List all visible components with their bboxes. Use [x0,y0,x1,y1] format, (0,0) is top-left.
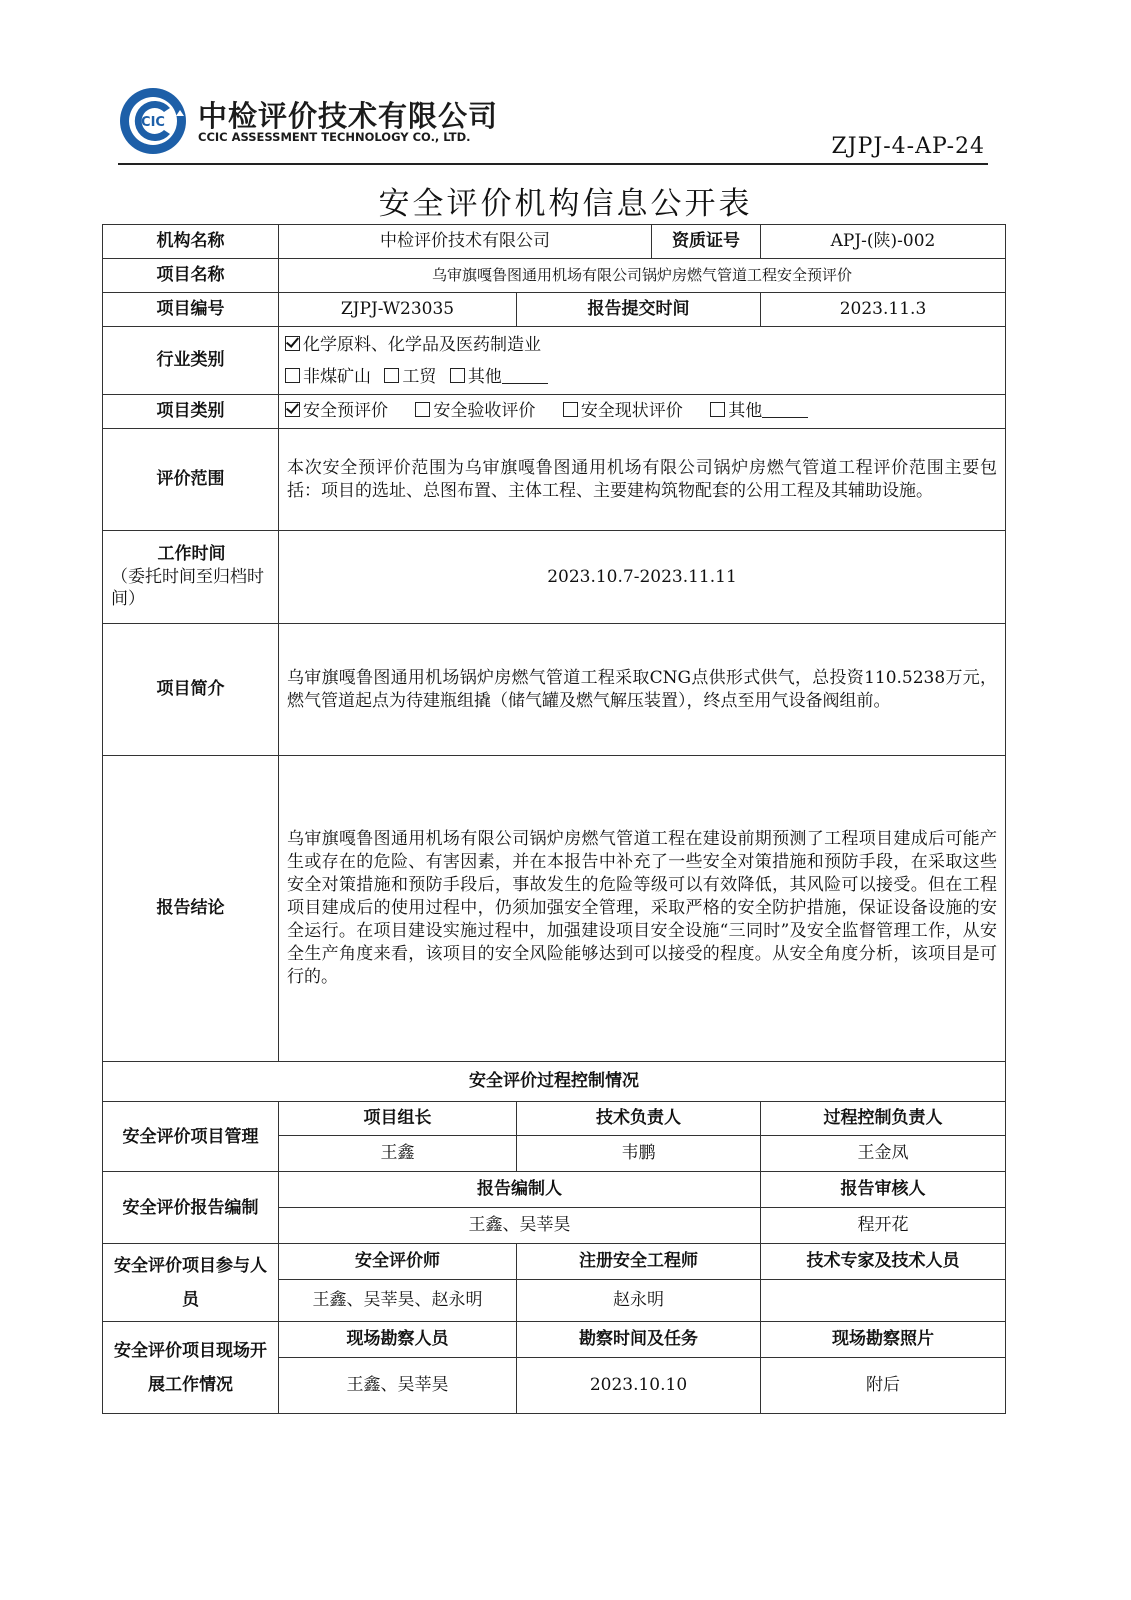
mgmt-label: 安全评价项目管理 [103,1102,279,1172]
industry-option[interactable]: 工贸 [384,361,436,393]
checkbox-checked-icon [285,336,300,351]
mgmt-header: 过程控制负责人 [761,1102,1006,1136]
checkbox-icon [384,368,399,383]
org-name-value: 中检评价技术有限公司 [279,225,652,259]
process-heading: 安全评价过程控制情况 [103,1062,1006,1102]
company-name-cn: 中检评价技术有限公司 [198,99,499,133]
site-value: 附后 [761,1358,1006,1414]
checkbox-icon [563,402,578,417]
staff-value: 赵永明 [517,1280,761,1322]
document-code: ZJPJ-4-AP-24 [831,134,985,159]
checkbox-icon [415,402,430,417]
site-header: 现场勘察照片 [761,1322,1006,1358]
conclusion-label: 报告结论 [103,756,279,1062]
industry-option[interactable]: 非煤矿山 [285,361,371,393]
work-time-label-cell [103,531,279,624]
report-header: 报告审核人 [761,1172,1006,1208]
company-name-en: CCIC ASSESSMENT TECHNOLOGY CO., LTD. [198,130,471,144]
project-type-option[interactable]: 安全验收评价 [415,400,535,423]
conclusion-text: 乌审旗嘎鲁图通用机场有限公司锅炉房燃气管道工程在建设前期预测了工程项目建成后可能产生或存在的危险、有害因素，并在本报告中补充了一些安全对策措施和预防手段，在采取这些安全对策措施和预防手段后，事故发生的危险等级可以有效降低，其风险可以接受。但在工程项目建成后的使用过程中，仍须加强安全管理，采取严格的安全防护措施，保证设备设施的安全运行。在项目建设实施过程中，加强建设项目安全设施“三同时”及安全监督管理工作，从安全生产角度来看，该项目的安全风险能够达到可以接受的程度。从安全角度分析，该项目是可行的。 [279,756,1006,1062]
mgmt-value: 王金凤 [761,1136,1006,1172]
checkbox-icon [285,368,300,383]
submit-time-value: 2023.11.3 [761,293,1006,327]
scope-label: 评价范围 [103,429,279,531]
industry-option[interactable]: 化学原料、化学品及医药制造业 [285,329,541,361]
site-value: 王鑫、吴莘昊 [279,1358,517,1414]
project-no-label: 项目编号 [103,293,279,327]
company-logo [118,86,188,156]
header-divider [118,163,988,165]
work-time-value: 2023.10.7-2023.11.11 [279,531,1006,624]
logo-text: CIC [141,115,165,130]
info-table [102,224,1006,1414]
staff-header: 技术专家及技术人员 [761,1244,1006,1280]
report-value: 程开花 [761,1208,1006,1244]
submit-time-label: 报告提交时间 [517,293,761,327]
site-label: 安全评价项目现场开展工作情况 [103,1322,279,1414]
staff-value: 王鑫、吴莘昊、赵永明 [279,1280,517,1322]
project-type-option[interactable]: 安全预评价 [285,400,388,423]
site-header: 勘察时间及任务 [517,1322,761,1358]
summary-label: 项目简介 [103,624,279,756]
report-label: 安全评价报告编制 [103,1172,279,1244]
site-value: 2023.10.10 [517,1358,761,1414]
industry-options [279,327,1006,395]
industry-option[interactable]: 其他 [450,361,548,393]
mgmt-value: 王鑫 [279,1136,517,1172]
work-time-note: （委托时间至归档时间） [111,566,264,610]
staff-value [761,1280,1006,1322]
report-header: 报告编制人 [279,1172,761,1208]
report-value: 王鑫、吴莘昊 [279,1208,761,1244]
work-time-label: 工作时间 [157,543,226,564]
mgmt-header: 项目组长 [279,1102,517,1136]
mgmt-value: 韦鹏 [517,1136,761,1172]
project-no-value: ZJPJ-W23035 [279,293,517,327]
project-type-option[interactable]: 安全现状评价 [563,400,683,423]
cert-value: APJ-(陕)-002 [761,225,1006,259]
staff-header: 注册安全工程师 [517,1244,761,1280]
blank-line [762,403,808,418]
blank-line [502,369,548,384]
org-name-label: 机构名称 [103,225,279,259]
staff-header: 安全评价师 [279,1244,517,1280]
summary-text: 乌审旗嘎鲁图通用机场锅炉房燃气管道工程采取CNG点供形式供气，总投资110.5238万元，燃气管道起点为待建瓶组撬（储气罐及燃气解压装置），终点至用气设备阀组前。 [279,624,1006,756]
project-type-options [279,395,1006,429]
staff-label: 安全评价项目参与人员 [103,1244,279,1322]
industry-label: 行业类别 [103,327,279,395]
checkbox-icon [450,368,465,383]
project-name-value: 乌审旗嘎鲁图通用机场有限公司锅炉房燃气管道工程安全预评价 [279,259,1006,293]
scope-text: 本次安全预评价范围为乌审旗嘎鲁图通用机场有限公司锅炉房燃气管道工程评价范围主要包括：项目的选址、总图布置、主体工程、主要建构筑物配套的公用工程及其辅助设施。 [279,429,1006,531]
project-type-option[interactable]: 其他 [710,400,808,423]
page-title: 安全评价机构信息公开表 [378,186,753,222]
checkbox-icon [710,402,725,417]
project-name-label: 项目名称 [103,259,279,293]
mgmt-header: 技术负责人 [517,1102,761,1136]
cert-label: 资质证号 [652,225,761,259]
checkbox-checked-icon [285,402,300,417]
project-type-label: 项目类别 [103,395,279,429]
site-header: 现场勘察人员 [279,1322,517,1358]
